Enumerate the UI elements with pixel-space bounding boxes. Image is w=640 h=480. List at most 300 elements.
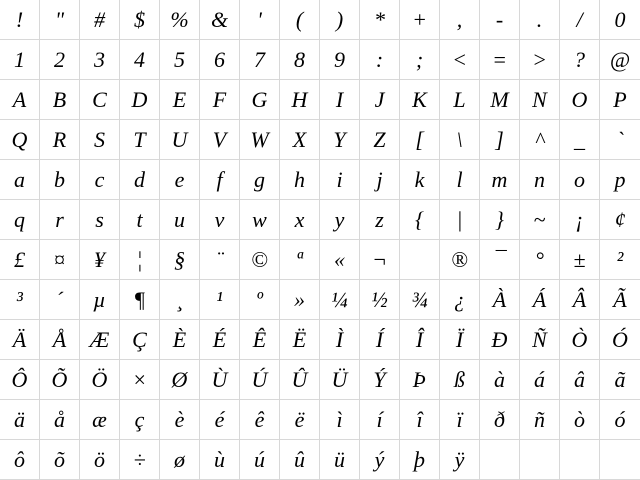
glyph-cell-igrave[interactable] bbox=[320, 400, 360, 440]
glyph-cell-p[interactable] bbox=[600, 160, 640, 200]
glyph-cell-J[interactable] bbox=[360, 80, 400, 120]
glyph-cell-aacute[interactable] bbox=[520, 360, 560, 400]
glyph-cell-Eacute[interactable] bbox=[200, 320, 240, 360]
glyph-cell-parenleft[interactable] bbox=[280, 0, 320, 40]
glyph-cell-AE[interactable] bbox=[80, 320, 120, 360]
glyph-cell-Otilde[interactable] bbox=[40, 360, 80, 400]
glyph-cell-atilde[interactable] bbox=[600, 360, 640, 400]
glyph-cell-oacute[interactable] bbox=[600, 400, 640, 440]
glyph-O: O bbox=[571, 86, 588, 112]
glyph-less: < bbox=[452, 46, 467, 72]
glyph-cell-equal[interactable] bbox=[480, 40, 520, 80]
glyph-d: d bbox=[134, 166, 145, 192]
glyph-underscore: _ bbox=[574, 126, 585, 152]
glyph-cell-Ocircumflex[interactable] bbox=[0, 360, 40, 400]
glyph-cell-ucircumflex[interactable] bbox=[280, 440, 320, 480]
glyph-paragraph: ¶ bbox=[133, 286, 146, 312]
glyph-cell-u[interactable] bbox=[160, 200, 200, 240]
glyph-cell-aring[interactable] bbox=[40, 400, 80, 440]
glyph-cell-c[interactable] bbox=[80, 160, 120, 200]
glyph-AE: Æ bbox=[89, 326, 110, 352]
glyph-c: c bbox=[94, 166, 105, 192]
glyph-Edieresis: Ë bbox=[292, 326, 307, 352]
glyph-cell-threesuperior[interactable] bbox=[0, 280, 40, 320]
glyph-cell-Atilde[interactable] bbox=[600, 280, 640, 320]
glyph-cell-degree[interactable] bbox=[520, 240, 560, 280]
glyph-six: 6 bbox=[214, 46, 225, 72]
glyph-j: j bbox=[376, 166, 383, 192]
glyph-percent: % bbox=[170, 6, 189, 32]
glyph-cell-agrave[interactable] bbox=[480, 360, 520, 400]
glyph-Ntilde: Ñ bbox=[532, 326, 547, 352]
glyph-cell-at[interactable] bbox=[600, 40, 640, 80]
glyph-cell-twosuperior[interactable] bbox=[600, 240, 640, 280]
glyph-cell-s[interactable] bbox=[80, 200, 120, 240]
glyph-aacute: á bbox=[534, 366, 545, 392]
glyph-g: g bbox=[254, 166, 265, 192]
glyph-cell-one[interactable] bbox=[0, 40, 40, 80]
glyph-cell-seven[interactable] bbox=[240, 40, 280, 80]
glyph-cell-G[interactable] bbox=[240, 80, 280, 120]
glyph-cell-onehalf[interactable] bbox=[360, 280, 400, 320]
glyph-adieresis: ä bbox=[14, 406, 25, 432]
glyph-cell-empty[interactable] bbox=[600, 440, 640, 480]
glyph-cell-egrave[interactable] bbox=[160, 400, 200, 440]
glyph-sterling: £ bbox=[14, 246, 25, 272]
glyph-cell-R[interactable] bbox=[40, 120, 80, 160]
glyph-cell-Ccedilla[interactable] bbox=[120, 320, 160, 360]
glyph-cell-ampersand[interactable] bbox=[200, 0, 240, 40]
glyph-copyright: © bbox=[251, 246, 268, 272]
glyph-odieresis: ö bbox=[94, 446, 105, 472]
glyph-eth: ð bbox=[494, 406, 505, 432]
glyph-cell-A[interactable] bbox=[0, 80, 40, 120]
glyph-Ecircumflex: Ê bbox=[252, 326, 267, 352]
glyph-f: f bbox=[216, 166, 223, 192]
glyph-cell-asterisk[interactable] bbox=[360, 0, 400, 40]
glyph-acircumflex: â bbox=[574, 366, 585, 392]
glyph-cell-six[interactable] bbox=[200, 40, 240, 80]
glyph-icircumflex: î bbox=[416, 406, 423, 432]
glyph-cell-Eth[interactable] bbox=[480, 320, 520, 360]
glyph-cell-w[interactable] bbox=[240, 200, 280, 240]
glyph-cell-braceright[interactable] bbox=[480, 200, 520, 240]
glyph-brokenbar: ¦ bbox=[136, 246, 143, 272]
glyph-exclam: ! bbox=[15, 6, 24, 32]
glyph-germandbls: ß bbox=[454, 366, 465, 392]
glyph-cell-Adieresis[interactable] bbox=[0, 320, 40, 360]
glyph-seven: 7 bbox=[254, 46, 265, 72]
glyph-Agrave: À bbox=[492, 286, 507, 312]
glyph-cell-dollar[interactable] bbox=[120, 0, 160, 40]
glyph-cell-question[interactable] bbox=[560, 40, 600, 80]
glyph-cell-germandbls[interactable] bbox=[440, 360, 480, 400]
glyph-n: n bbox=[534, 166, 545, 192]
glyph-cell-Thorn[interactable] bbox=[400, 360, 440, 400]
glyph-cell-semicolon[interactable] bbox=[400, 40, 440, 80]
glyph-cell-copyright[interactable] bbox=[240, 240, 280, 280]
glyph-cell-comma[interactable] bbox=[440, 0, 480, 40]
glyph-cell-otilde[interactable] bbox=[40, 440, 80, 480]
glyph-cell-Acircumflex[interactable] bbox=[560, 280, 600, 320]
glyph-cell-Egrave[interactable] bbox=[160, 320, 200, 360]
glyph-cell-less[interactable] bbox=[440, 40, 480, 80]
glyph-cell-k[interactable] bbox=[400, 160, 440, 200]
glyph-cell-udieresis[interactable] bbox=[320, 440, 360, 480]
glyph-Ograve: Ò bbox=[571, 326, 588, 352]
glyph-cell-m[interactable] bbox=[480, 160, 520, 200]
glyph-ograve: ò bbox=[574, 406, 585, 432]
glyph-Thorn: Þ bbox=[412, 366, 427, 392]
glyph-cell-onequarter[interactable] bbox=[320, 280, 360, 320]
glyph-cell-Oacute[interactable] bbox=[600, 320, 640, 360]
glyph-Aacute: Á bbox=[532, 286, 547, 312]
glyph-cell-T[interactable] bbox=[120, 120, 160, 160]
glyph-quotesingle: ' bbox=[257, 6, 262, 32]
glyph-ampersand: & bbox=[210, 6, 229, 32]
glyph-cell-ordfeminine[interactable] bbox=[280, 240, 320, 280]
glyph-cell-h[interactable] bbox=[280, 160, 320, 200]
glyph-cell-F[interactable] bbox=[200, 80, 240, 120]
glyph-cell-plus[interactable] bbox=[400, 0, 440, 40]
glyph-cell-multiply[interactable] bbox=[120, 360, 160, 400]
glyph-cell-greater[interactable] bbox=[520, 40, 560, 80]
glyph-cell-bracketleft[interactable] bbox=[400, 120, 440, 160]
glyph-yen: ¥ bbox=[94, 246, 105, 272]
glyph-h: h bbox=[294, 166, 305, 192]
glyph-cell-x[interactable] bbox=[280, 200, 320, 240]
glyph-k: k bbox=[414, 166, 425, 192]
glyph-T: T bbox=[133, 126, 146, 152]
glyph-cell-W[interactable] bbox=[240, 120, 280, 160]
glyph-cell-g[interactable] bbox=[240, 160, 280, 200]
glyph-cell-ugrave[interactable] bbox=[200, 440, 240, 480]
glyph-section: § bbox=[174, 246, 185, 272]
glyph-cell-percent[interactable] bbox=[160, 0, 200, 40]
glyph-cell-registered[interactable] bbox=[440, 240, 480, 280]
glyph-cell-macron[interactable] bbox=[480, 240, 520, 280]
glyph-ntilde: ñ bbox=[534, 406, 545, 432]
glyph-cell-quotesingle[interactable] bbox=[240, 0, 280, 40]
glyph-cell-M[interactable] bbox=[480, 80, 520, 120]
glyph-cell-S[interactable] bbox=[80, 120, 120, 160]
glyph-cell-Aring[interactable] bbox=[40, 320, 80, 360]
glyph-cell-f[interactable] bbox=[200, 160, 240, 200]
glyph-cell-L[interactable] bbox=[440, 80, 480, 120]
glyph-grave: ` bbox=[616, 126, 624, 152]
glyph-cell-yacute[interactable] bbox=[360, 440, 400, 480]
glyph-cell-four[interactable] bbox=[120, 40, 160, 80]
glyph-cell-V[interactable] bbox=[200, 120, 240, 160]
glyph-cell-O[interactable] bbox=[560, 80, 600, 120]
glyph-w: w bbox=[252, 206, 267, 232]
glyph-cell-guillemotright[interactable] bbox=[280, 280, 320, 320]
glyph-one: 1 bbox=[14, 46, 25, 72]
glyph-cell-divide[interactable] bbox=[120, 440, 160, 480]
glyph-cell-Odieresis[interactable] bbox=[80, 360, 120, 400]
glyph-cell-dieresis[interactable] bbox=[200, 240, 240, 280]
glyph-cell-eth[interactable] bbox=[480, 400, 520, 440]
glyph-yacute: ý bbox=[374, 446, 385, 472]
glyph-cell-iacute[interactable] bbox=[360, 400, 400, 440]
glyph-oacute: ó bbox=[614, 406, 626, 432]
glyph-cell-braceleft[interactable] bbox=[400, 200, 440, 240]
glyph-Ccedilla: Ç bbox=[132, 326, 147, 352]
glyph-cell-parenright[interactable] bbox=[320, 0, 360, 40]
glyph-cell-empty[interactable] bbox=[560, 440, 600, 480]
glyph-cell-backslash[interactable] bbox=[440, 120, 480, 160]
glyph-two: 2 bbox=[54, 46, 65, 72]
glyph-cell-edieresis[interactable] bbox=[280, 400, 320, 440]
glyph-A: A bbox=[12, 86, 27, 112]
glyph-onesuperior: ¹ bbox=[216, 286, 223, 312]
glyph-Yacute: Ý bbox=[373, 366, 386, 392]
glyph-cell-Y[interactable] bbox=[320, 120, 360, 160]
glyph-cell-odieresis[interactable] bbox=[80, 440, 120, 480]
glyph-ecircumflex: ê bbox=[254, 406, 265, 432]
glyph-ordfeminine: ª bbox=[296, 246, 303, 272]
glyph-cell-Uacute[interactable] bbox=[240, 360, 280, 400]
glyph-M: M bbox=[490, 86, 509, 112]
glyph-Udieresis: Ü bbox=[331, 366, 348, 392]
glyph-cell-cedilla[interactable] bbox=[160, 280, 200, 320]
glyph-cell-X[interactable] bbox=[280, 120, 320, 160]
glyph-cell-masculine[interactable] bbox=[240, 280, 280, 320]
glyph-cell-asciitilde[interactable] bbox=[520, 200, 560, 240]
glyph-cell-plusminus[interactable] bbox=[560, 240, 600, 280]
glyph-F: F bbox=[212, 86, 227, 112]
glyph-S: S bbox=[94, 126, 105, 152]
glyph-cell-adieresis[interactable] bbox=[0, 400, 40, 440]
glyph-cell-Ntilde[interactable] bbox=[520, 320, 560, 360]
glyph-cell-z[interactable] bbox=[360, 200, 400, 240]
glyph-asciicircum: ^ bbox=[534, 126, 545, 152]
glyph-cell-mu[interactable] bbox=[80, 280, 120, 320]
glyph-cell-C[interactable] bbox=[80, 80, 120, 120]
glyph-Iacute: Í bbox=[375, 326, 384, 352]
glyph-cell-Yacute[interactable] bbox=[360, 360, 400, 400]
glyph-cell-acute[interactable] bbox=[40, 280, 80, 320]
glyph-cell-Ugrave[interactable] bbox=[200, 360, 240, 400]
glyph-cell-ccedilla[interactable] bbox=[120, 400, 160, 440]
glyph-s: s bbox=[95, 206, 104, 232]
glyph-ccedilla: ç bbox=[134, 406, 145, 432]
glyph-cell-Ucircumflex[interactable] bbox=[280, 360, 320, 400]
glyph-cell-colon[interactable] bbox=[360, 40, 400, 80]
glyph-a: a bbox=[14, 166, 25, 192]
glyph-cell-d[interactable] bbox=[120, 160, 160, 200]
glyph-cent: ¢ bbox=[614, 206, 626, 232]
glyph-cell-asciicircum[interactable] bbox=[520, 120, 560, 160]
glyph-cell-P[interactable] bbox=[600, 80, 640, 120]
glyph-q: q bbox=[14, 206, 25, 232]
glyph-cell-grave[interactable] bbox=[600, 120, 640, 160]
glyph-cell-I[interactable] bbox=[320, 80, 360, 120]
glyph-aring: å bbox=[54, 406, 65, 432]
glyph-cell-brokenbar[interactable] bbox=[120, 240, 160, 280]
glyph-cell-ydieresis[interactable] bbox=[440, 440, 480, 480]
glyph-cell-questiondown[interactable] bbox=[440, 280, 480, 320]
glyph-Oacute: Ó bbox=[612, 326, 628, 352]
glyph-K: K bbox=[412, 86, 427, 112]
glyph-cell-e[interactable] bbox=[160, 160, 200, 200]
glyph-cell-H[interactable] bbox=[280, 80, 320, 120]
glyph-Atilde: Ã bbox=[613, 286, 627, 312]
glyph-r: r bbox=[55, 206, 64, 232]
glyph-cell-paragraph[interactable] bbox=[120, 280, 160, 320]
glyph-cell-Oslash[interactable] bbox=[160, 360, 200, 400]
glyph-cell-exclam[interactable] bbox=[0, 0, 40, 40]
glyph-cell-a[interactable] bbox=[0, 160, 40, 200]
glyph-cell-Idieresis[interactable] bbox=[440, 320, 480, 360]
glyph-cell-guillemotleft[interactable] bbox=[320, 240, 360, 280]
glyph-cell-o[interactable] bbox=[560, 160, 600, 200]
glyph-cell-B[interactable] bbox=[40, 80, 80, 120]
glyph-cell-Q[interactable] bbox=[0, 120, 40, 160]
glyph-cell-softhyphen[interactable] bbox=[400, 240, 440, 280]
glyph-cell-n[interactable] bbox=[520, 160, 560, 200]
glyph-asciitilde: ~ bbox=[533, 206, 546, 232]
glyph-cell-empty[interactable] bbox=[520, 440, 560, 480]
glyph-cell-threequarters[interactable] bbox=[400, 280, 440, 320]
glyph-cell-two[interactable] bbox=[40, 40, 80, 80]
glyph-twosuperior: ² bbox=[616, 246, 624, 272]
glyph-cell-bracketright[interactable] bbox=[480, 120, 520, 160]
glyph-cell-Aacute[interactable] bbox=[520, 280, 560, 320]
glyph-bar: | bbox=[456, 206, 463, 232]
glyph-cell-l[interactable] bbox=[440, 160, 480, 200]
glyph-backslash: \ bbox=[456, 126, 463, 152]
glyph-cell-yen[interactable] bbox=[80, 240, 120, 280]
glyph-cell-section[interactable] bbox=[160, 240, 200, 280]
glyph-cell-t[interactable] bbox=[120, 200, 160, 240]
glyph-cell-Edieresis[interactable] bbox=[280, 320, 320, 360]
glyph-cell-quotedbl[interactable] bbox=[40, 0, 80, 40]
glyph-threesuperior: ³ bbox=[16, 286, 23, 312]
glyph-idieresis: ï bbox=[456, 406, 463, 432]
glyph-thorn: þ bbox=[414, 446, 425, 472]
glyph-Q: Q bbox=[11, 126, 28, 152]
glyph-cell-eight[interactable] bbox=[280, 40, 320, 80]
glyph-y: y bbox=[334, 206, 345, 232]
glyph-cell-r[interactable] bbox=[40, 200, 80, 240]
glyph-cell-ograve[interactable] bbox=[560, 400, 600, 440]
glyph-cell-onesuperior[interactable] bbox=[200, 280, 240, 320]
glyph-cell-idieresis[interactable] bbox=[440, 400, 480, 440]
glyph-cell-D[interactable] bbox=[120, 80, 160, 120]
glyph-cell-oslash[interactable] bbox=[160, 440, 200, 480]
glyph-cell-bar[interactable] bbox=[440, 200, 480, 240]
glyph-cell-y[interactable] bbox=[320, 200, 360, 240]
glyph-cell-Icircumflex[interactable] bbox=[400, 320, 440, 360]
glyph-braceright: } bbox=[495, 206, 504, 232]
glyph-cell-thorn[interactable] bbox=[400, 440, 440, 480]
glyph-cell-b[interactable] bbox=[40, 160, 80, 200]
glyph-cell-ocircumflex[interactable] bbox=[0, 440, 40, 480]
glyph-cell-zero[interactable] bbox=[600, 0, 640, 40]
glyph-cedilla: ¸ bbox=[175, 286, 184, 312]
glyph-oslash: ø bbox=[174, 446, 185, 472]
glyph-cell-underscore[interactable] bbox=[560, 120, 600, 160]
glyph-cell-Igrave[interactable] bbox=[320, 320, 360, 360]
glyph-e: e bbox=[174, 166, 185, 192]
glyph-egrave: è bbox=[174, 406, 185, 432]
glyph-question: ? bbox=[574, 46, 585, 72]
glyph-cell-j[interactable] bbox=[360, 160, 400, 200]
glyph-currency: ¤ bbox=[54, 246, 65, 272]
glyph-cell-Udieresis[interactable] bbox=[320, 360, 360, 400]
glyph-cell-currency[interactable] bbox=[40, 240, 80, 280]
glyph-cell-Z[interactable] bbox=[360, 120, 400, 160]
glyph-cell-v[interactable] bbox=[200, 200, 240, 240]
glyph-plus: + bbox=[412, 6, 427, 32]
glyph-cell-acircumflex[interactable] bbox=[560, 360, 600, 400]
glyph-cell-eacute[interactable] bbox=[200, 400, 240, 440]
glyph-cell-cent[interactable] bbox=[600, 200, 640, 240]
glyph-cell-exclamdown[interactable] bbox=[560, 200, 600, 240]
glyph-cell-hyphen[interactable] bbox=[480, 0, 520, 40]
glyph-Oslash: Ø bbox=[171, 366, 188, 392]
glyph-b: b bbox=[54, 166, 65, 192]
glyph-otilde: õ bbox=[54, 446, 65, 472]
glyph-cell-Ograve[interactable] bbox=[560, 320, 600, 360]
glyph-cell-E[interactable] bbox=[160, 80, 200, 120]
glyph-logicalnot: ¬ bbox=[372, 246, 387, 272]
glyph-cell-ntilde[interactable] bbox=[520, 400, 560, 440]
glyph-cell-period[interactable] bbox=[520, 0, 560, 40]
glyph-cell-five[interactable] bbox=[160, 40, 200, 80]
glyph-cell-q[interactable] bbox=[0, 200, 40, 240]
glyph-E: E bbox=[172, 86, 187, 112]
glyph-cell-sterling[interactable] bbox=[0, 240, 40, 280]
glyph-p: p bbox=[614, 166, 626, 192]
glyph-cell-numbersign[interactable] bbox=[80, 0, 120, 40]
glyph-cell-logicalnot[interactable] bbox=[360, 240, 400, 280]
glyph-ydieresis: ÿ bbox=[454, 446, 465, 472]
glyph-Igrave: Ì bbox=[335, 326, 344, 352]
glyph-C: C bbox=[92, 86, 107, 112]
glyph-cell-Ecircumflex[interactable] bbox=[240, 320, 280, 360]
glyph-cell-i[interactable] bbox=[320, 160, 360, 200]
glyph-Acircumflex: Â bbox=[572, 286, 587, 312]
glyph-cell-three[interactable] bbox=[80, 40, 120, 80]
glyph-acute: ´ bbox=[55, 286, 64, 312]
glyph-cell-icircumflex[interactable] bbox=[400, 400, 440, 440]
glyph-eacute: é bbox=[214, 406, 225, 432]
glyph-semicolon: ; bbox=[415, 46, 424, 72]
glyph-guillemotleft: « bbox=[334, 246, 345, 272]
glyph-cell-empty[interactable] bbox=[480, 440, 520, 480]
glyph-four: 4 bbox=[134, 46, 145, 72]
glyph-eight: 8 bbox=[294, 46, 305, 72]
glyph-U: U bbox=[171, 126, 188, 152]
glyph-plusminus: ± bbox=[573, 246, 586, 272]
glyph-cell-K[interactable] bbox=[400, 80, 440, 120]
glyph-Ucircumflex: Û bbox=[291, 366, 308, 392]
glyph-cell-nine[interactable] bbox=[320, 40, 360, 80]
glyph-cell-Agrave[interactable] bbox=[480, 280, 520, 320]
glyph-v: v bbox=[214, 206, 225, 232]
glyph-cell-U[interactable] bbox=[160, 120, 200, 160]
glyph-cell-Iacute[interactable] bbox=[360, 320, 400, 360]
glyph-cell-slash[interactable] bbox=[560, 0, 600, 40]
glyph-cell-ecircumflex[interactable] bbox=[240, 400, 280, 440]
glyph-greater: > bbox=[532, 46, 547, 72]
glyph-cell-N[interactable] bbox=[520, 80, 560, 120]
glyph-u: u bbox=[174, 206, 185, 232]
glyph-cell-ae[interactable] bbox=[80, 400, 120, 440]
glyph-cell-uacute[interactable] bbox=[240, 440, 280, 480]
